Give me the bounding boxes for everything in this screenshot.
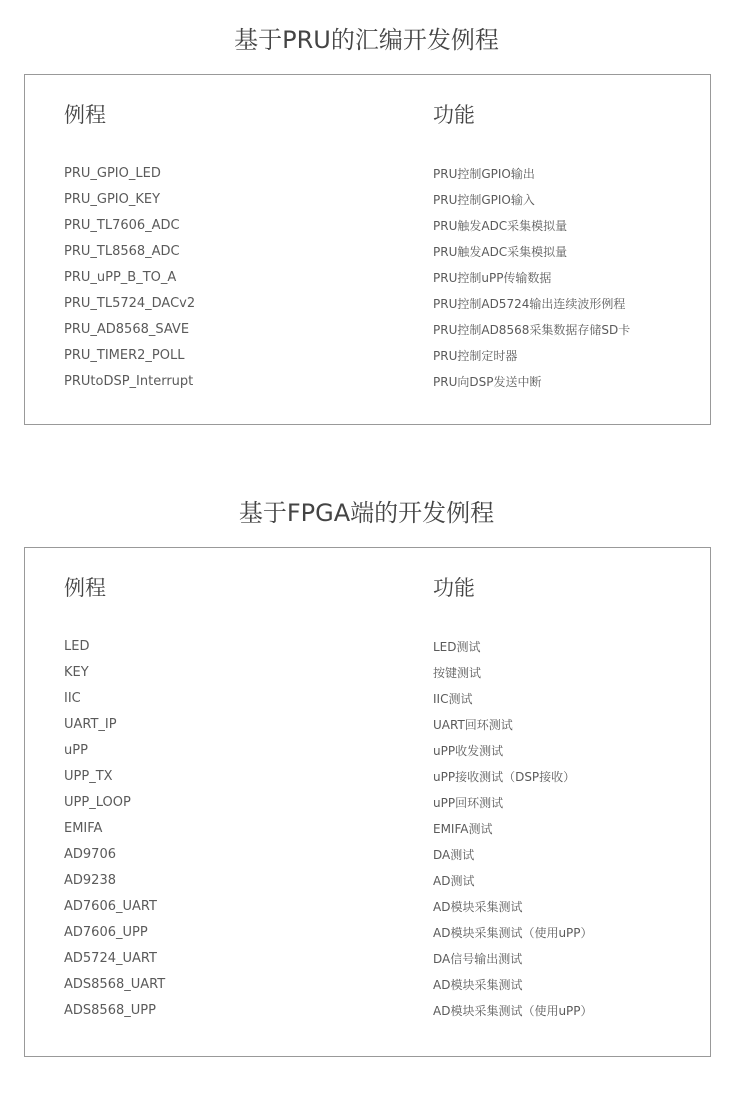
table-row <box>25 187 710 213</box>
example-function: uPP收发测试 <box>433 744 504 758</box>
example-function: PRU控制uPP传输数据 <box>433 271 552 285</box>
example-name: UPP_TX <box>64 769 113 784</box>
example-function: AD模块采集测试 <box>433 900 523 914</box>
column-header-example: 例程 <box>64 103 106 127</box>
table-row <box>25 790 710 816</box>
example-function: PRU控制定时器 <box>433 349 518 363</box>
table-row <box>25 894 710 920</box>
example-name: UPP_LOOP <box>64 795 131 810</box>
column-header-example: 例程 <box>64 576 106 600</box>
table-row <box>25 712 710 738</box>
example-name: EMIFA <box>64 821 103 836</box>
table-row <box>25 291 710 317</box>
example-function: LED测试 <box>433 640 481 654</box>
example-name: PRU_TIMER2_POLL <box>64 348 185 363</box>
table-row <box>25 998 710 1024</box>
example-name: IIC <box>64 691 81 706</box>
example-function: UART回环测试 <box>433 718 513 732</box>
table-row <box>25 265 710 291</box>
example-function: EMIFA测试 <box>433 822 493 836</box>
example-function: DA测试 <box>433 848 475 862</box>
table-row <box>25 317 710 343</box>
example-name: PRU_TL7606_ADC <box>64 218 180 233</box>
table-row <box>25 369 710 395</box>
table-pru <box>24 74 711 425</box>
table-row <box>25 686 710 712</box>
example-name: PRU_GPIO_LED <box>64 166 161 181</box>
example-function: uPP回环测试 <box>433 796 504 810</box>
table-row <box>25 764 710 790</box>
table-rows <box>25 634 710 1024</box>
table-row <box>25 738 710 764</box>
example-name: PRU_TL5724_DACv2 <box>64 296 196 311</box>
example-name: PRU_GPIO_KEY <box>64 192 161 207</box>
table-row <box>25 239 710 265</box>
section-title-pru: 基于PRU的汇编开发例程 <box>234 26 499 54</box>
example-name: KEY <box>64 665 89 680</box>
example-function: PRU控制AD8568采集数据存储SD卡 <box>433 323 631 337</box>
example-name: AD9706 <box>64 847 116 862</box>
example-function: uPP接收测试（DSP接收） <box>433 770 576 784</box>
example-name: AD7606_UART <box>64 899 157 914</box>
table-row <box>25 213 710 239</box>
example-function: PRU控制GPIO输出 <box>433 167 535 181</box>
example-function: AD模块采集测试（使用uPP） <box>433 1004 593 1018</box>
example-function: 按键测试 <box>433 666 482 680</box>
example-name: PRU_AD8568_SAVE <box>64 322 190 337</box>
example-name: UART_IP <box>64 717 117 732</box>
table-row <box>25 920 710 946</box>
example-name: AD9238 <box>64 873 116 888</box>
example-name: PRUtoDSP_Interrupt <box>64 374 194 389</box>
table-row <box>25 842 710 868</box>
example-name: AD5724_UART <box>64 951 157 966</box>
example-function: IIC测试 <box>433 692 473 706</box>
table-rows <box>25 161 710 395</box>
example-name: AD7606_UPP <box>64 925 148 940</box>
example-function: AD模块采集测试 <box>433 978 523 992</box>
table-row <box>25 972 710 998</box>
table-row <box>25 660 710 686</box>
example-function: PRU触发ADC采集模拟量 <box>433 245 568 259</box>
example-name: LED <box>64 639 90 654</box>
example-function: DA信号输出测试 <box>433 952 523 966</box>
table-row <box>25 816 710 842</box>
column-header-function: 功能 <box>433 103 475 127</box>
table-row <box>25 343 710 369</box>
section-title-fpga: 基于FPGA端的开发例程 <box>238 499 495 527</box>
example-name: ADS8568_UART <box>64 977 166 992</box>
example-name: PRU_uPP_B_TO_A <box>64 270 177 285</box>
example-function: PRU向DSP发送中断 <box>433 375 542 389</box>
example-name: PRU_TL8568_ADC <box>64 244 180 259</box>
table-row <box>25 868 710 894</box>
example-function: PRU控制AD5724输出连续波形例程 <box>433 297 626 311</box>
table-fpga <box>24 547 711 1057</box>
example-function: AD模块采集测试（使用uPP） <box>433 926 593 940</box>
table-row <box>25 946 710 972</box>
column-header-function: 功能 <box>433 576 475 600</box>
example-function: PRU触发ADC采集模拟量 <box>433 219 568 233</box>
example-function: PRU控制GPIO输入 <box>433 193 535 207</box>
example-name: ADS8568_UPP <box>64 1003 156 1018</box>
table-row <box>25 634 710 660</box>
table-row <box>25 161 710 187</box>
example-name: uPP <box>64 743 88 758</box>
example-function: AD测试 <box>433 874 475 888</box>
